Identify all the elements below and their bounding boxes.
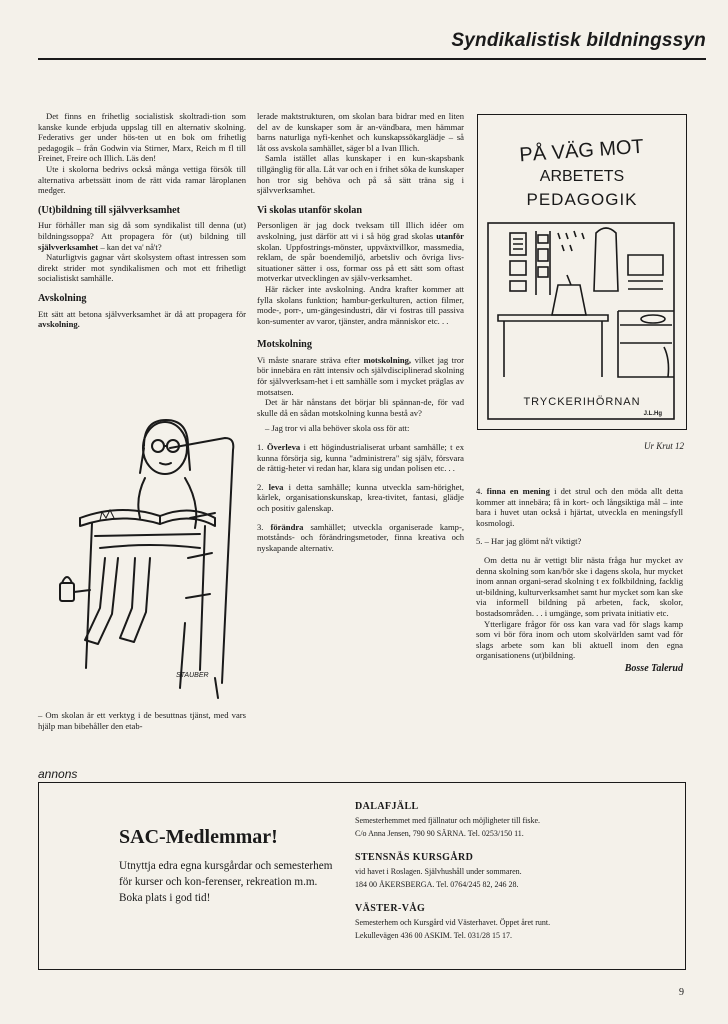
col3-paragraph-1: Om detta nu är vettigt blir nästa fråga hur mycket av denna skolning som kan/bör ske i dagens skola, hur mycket inom annan organi-serad skolning t ex folkbildning, facklig ut-bildning, kulturverksamhet samt hur mycket som kan ske via informell bildning på arbeten, fack, skolor, bostadsområden. . . i umgänge, som privata initiativ etc.: [476, 554, 683, 618]
list-item: 5. – Har jag glömt nå't viktigt?: [476, 536, 582, 547]
col2-paragraph-6: Det är här nånstans det börjar bli spännan-de, för vad skulle då en sådan motskolning kunna bestå av?: [257, 397, 464, 418]
col1-paragraph-1: Det finns en frihetlig socialistisk skoltradi-tion som kanske kunde erbjuda uppslag till en alternativ skolning. Federativs ger under hös-ten ut en bok om frihetlig pedagogik – från Godwin via Stirner, Marx, Reich m fl till Freinet, Freire och Illich. Läs den!: [38, 111, 246, 164]
article-column-2: [257, 111, 464, 558]
ad-venue-title: DALAFJÄLL: [355, 801, 419, 812]
advertisement-label: annons: [38, 767, 78, 781]
article-column-1: [38, 111, 246, 335]
article-column-3: [476, 486, 683, 680]
ad-venue-line: 184 00 ÅKERSBERGA. Tel. 0764/245 82, 246 28.: [355, 879, 519, 889]
list-item: 1. Överleva i ett högindustrialiserat urbant samhälle; t ex kunna försörja sig, kunna "administrera" sig själv, försvara de rättig-heter vi redan har, klara sig undan polisen etc. . .: [257, 442, 464, 474]
ad-venue-line: Semesterhemmet med fjällnatur och möjligheter till fiske.: [355, 816, 541, 825]
heading-motskolning: Motskolning: [257, 339, 312, 351]
col2-paragraph-1: lerade maktstrukturen, om skolan bara bidrar med en liten del av de kunskaper som är an-vändbara, men hämmar barns naturliga nyfi-kenhet och kunskapssökarglädje – så låt oss avskola samhället, säger bl a Ivan Illich.: [257, 111, 464, 153]
ad-venue-title: VÄSTER-VÅG: [355, 903, 426, 914]
page-number: 9: [679, 987, 684, 998]
ad-headline: SAC-Medlemmar!: [119, 826, 278, 848]
col2-paragraph-5: Vi måste snarare sträva efter motskolning, vilket jag tror bör innebära en rätt intensiv och självdisciplinerad skolning för självverksam-het i ett samhälle som i mycket präglas av motsatsen.: [257, 354, 464, 397]
author-byline: Bosse Talerud: [624, 662, 683, 674]
col2-paragraph-3: Personligen är jag dock tveksam till Illich idéer om avskolning, just därför att vi i så hög grad skolas utanför skolan. Uppfostrings-mönster, uppväxtvillkor, massmedia, reklam, de spår boendemiljö, arbetsliv och övriga livs-situationer sätter i oss, formar oss på ett sätt som oftast motverkar utvecklingen av själv-verksamhet.: [257, 220, 464, 284]
ad-venue-dalafjall: [355, 801, 665, 840]
col1-paragraph-4: Naturligtvis gagnar vårt skolsystem oftast intressen som direkt strider mot syndikalismen och mot ett frihetligt socialistiskt samhälle.: [38, 252, 246, 284]
ad-venue-vaster-vag: [355, 903, 665, 942]
ad-venue-line: Lekullevägen 436 00 ASKIM. Tel. 031/28 15 17.: [355, 930, 513, 940]
col1-paragraph-5: Ett sätt att betona självverksamhet är då att propagera för avskolning.: [38, 308, 246, 330]
list-item: 2. leva i detta samhälle; kunna utveckla sam-hörighet, kärlek, organisationskunskap, krea-tivitet, fantasi, glädje och positiv galenskap.: [257, 481, 465, 513]
col1-paragraph-6: – Om skolan är ett verktyg i de besuttnas tjänst, med vars hjälp man bibehåller den etab-: [38, 710, 246, 731]
ad-venue-list: [355, 801, 665, 954]
heading-utbildning: (Ut)bildning till självverksamhet: [38, 204, 181, 216]
poster-illustration-box: [477, 114, 687, 430]
heading-avskolning: Avskolning: [38, 292, 87, 304]
poster-title-line-3: PEDAGOGIK: [526, 190, 638, 209]
heading-vi-skolas-utanfor: Vi skolas utanför skolan: [257, 204, 363, 216]
poster-sign-tryckerihornan: TRYCKERIHÖRNAN: [523, 396, 641, 408]
col1-paragraph-2: Ute i skolorna bedrivs också många vettiga försök till alternativa arbetssätt inom de rätt vida ramar läroplanen medger.: [38, 163, 246, 196]
col2-paragraph-2: Samla istället allas kunskaper i en kun-skapsbank tillgänglig för alla. Låt var och en i frihet söka de kunskaper hon tror sig behöva och på så sätt träna sig i självverksamhet.: [257, 153, 464, 196]
advertisement-box: [38, 782, 686, 970]
col2-paragraph-7: – Jag tror vi alla behöver skola oss för att:: [265, 423, 410, 434]
col3-paragraph-2: Ytterligare frågor för oss kan vara vad för slags kamp som vi bör föra inom och utom skolvärlden samt vad för slags arbete som kan bli aktuell inom den egna organisationens (ut)bildning.: [476, 618, 683, 661]
ad-venue-title: STENSNÄS KURSGÅRD: [355, 852, 474, 863]
cartoon-signature: STAUBER: [176, 672, 209, 679]
list-item: 3. förändra samhället; utveckla organiserade kamp-, motstånds- och förändringsmetoder, finna kreativa och nyskapande alternativ.: [257, 521, 464, 553]
header-rule: [38, 58, 706, 60]
poster-title-line-1: PÅ VÄG MOT: [518, 135, 645, 167]
poster-initials: J.L.Hg: [643, 411, 662, 417]
ad-venue-line: C/o Anna Jensen, 790 90 SÄRNA. Tel. 0253/150 11.: [355, 828, 524, 838]
ad-venue-line: vid havet i Roslagen. Självhushåll under sommaren.: [355, 867, 522, 876]
page-header-title: Syndikalistisk bildningssyn: [451, 30, 706, 51]
ad-body-text: Utnyttja edra egna kursgårdar och semesterhem för kurser och kon-ferenser, rekreation m.m. Boka plats i god tid!: [119, 860, 333, 904]
cartoon-student-chained-to-desk: [40, 408, 250, 708]
col2-paragraph-4: Här räcker inte avskolning. Andra krafter kommer att fylla skolans funktion; hambur-gerkulturen, action filmer, mode-, porr-, um-gängesindustri, där vi fostras till passiva kon-sumenter av varor, tjänster, andra människor etc. . .: [257, 283, 464, 326]
list-item: 4. finna en mening i det strul och den möda allt detta kommer att innebära; få in kort- och långsiktiga mål – inte bara i huvet utan också i hjärtat, utveckla en meningsfyll kosmologi.: [476, 486, 683, 528]
ad-venue-line: Semesterhem och Kursgård vid Västerhavet. Öppet året runt.: [355, 918, 551, 927]
poster-caption: Ur Krut 12: [643, 441, 684, 451]
poster-illustration: [478, 115, 686, 429]
poster-title-line-2: ARBETETS: [539, 168, 625, 185]
col1-paragraph-3: Hur förhåller man sig då som syndikalist till denna (ut) bildningssoppa? Att propagera för (ut) bildning till självverksamhet – kan det va' nå't?: [38, 220, 246, 252]
ad-venue-stensnas: [355, 852, 665, 891]
